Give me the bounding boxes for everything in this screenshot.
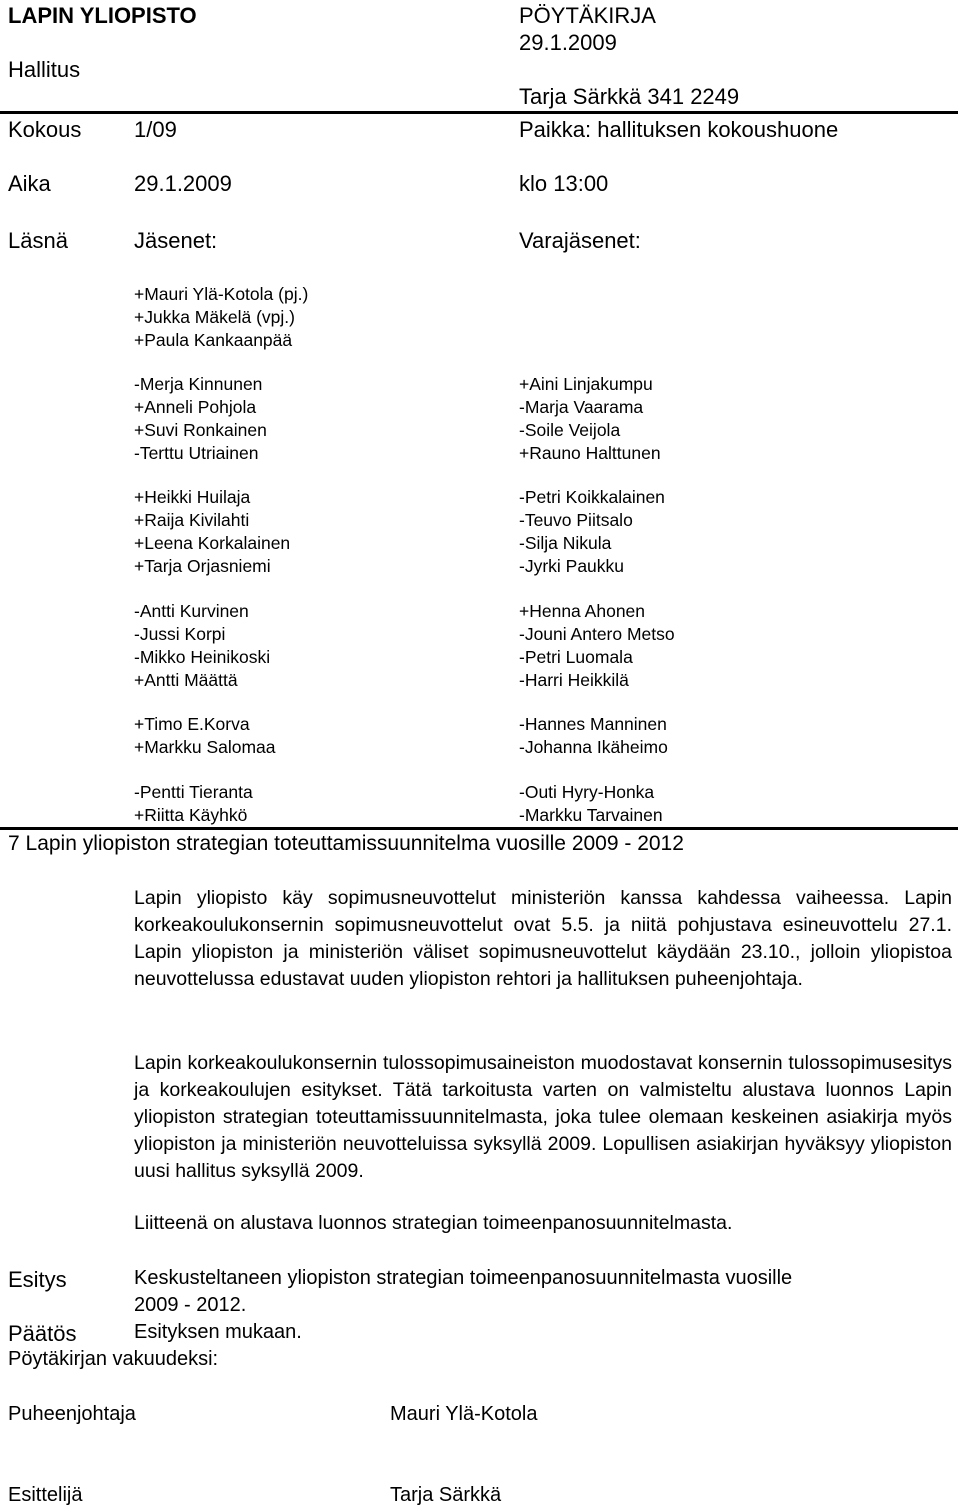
member-name: -Terttu Utriainen: [134, 443, 259, 463]
member-name: +Riitta Käyhkö: [134, 805, 248, 825]
meeting-date: 29.1.2009: [134, 171, 232, 196]
meeting-number: 1/09: [134, 117, 177, 142]
deputy-name: -Jouni Antero Metso: [519, 624, 675, 644]
presenter-name: Tarja Särkkä: [390, 1484, 502, 1506]
members-label: Jäsenet:: [134, 228, 218, 253]
member-name: +Raija Kivilahti: [134, 510, 250, 530]
member-name: +Antti Määttä: [134, 670, 238, 690]
deputies-label: Varajäsenet:: [519, 228, 641, 253]
attendee-vice-chair: +Jukka Mäkelä (vpj.): [134, 307, 295, 327]
member-name: +Markku Salomaa: [134, 737, 276, 757]
member-name: +Anneli Pohjola: [134, 397, 257, 417]
member-name: +Leena Korkalainen: [134, 533, 291, 553]
attendee-member: +Paula Kankaanpää: [134, 330, 293, 350]
time-label: Aika: [8, 171, 51, 196]
attendance-rule: [0, 827, 958, 830]
proposal-text-line-1: Keskusteltaneen yliopiston strategian toimeenpanosuunnitelmasta vuosille: [134, 1267, 793, 1289]
deputy-name: +Rauno Halttunen: [519, 443, 661, 463]
present-label: Läsnä: [8, 228, 68, 253]
agenda-paragraph-1: Lapin yliopisto käy sopimusneuvottelut ministeriön kanssa kahdessa vaiheessa. Lapin korkeakoulukonsernin sopimusneuvottelut ovat 5.5. ja niitä pohjustava esineuvottelu 27.1. Lapin yliopiston ja ministeriön väliset sopimusneuvottelut käydään 23.10., jolloin yliopistoa neuvottelussa edustavat uuden yliopiston rehtori ja hallituksen puheenjohtaja.: [134, 887, 952, 990]
member-name: +Heikki Huilaja: [134, 487, 251, 507]
presenter-label: Esittelijä: [8, 1484, 83, 1506]
member-name: -Jussi Korpi: [134, 624, 226, 644]
deputy-name: -Petri Koikkalainen: [519, 487, 665, 507]
document-type: PÖYTÄKIRJA: [519, 3, 656, 28]
member-name: +Timo E.Korva: [134, 714, 250, 734]
deputy-name: -Markku Tarvainen: [519, 805, 663, 825]
member-name: -Pentti Tieranta: [134, 782, 253, 802]
chair-label: Puheenjohtaja: [8, 1403, 136, 1425]
governing-body: Hallitus: [8, 57, 81, 82]
meeting-time: klo 13:00: [519, 171, 609, 196]
header-rule: [0, 111, 958, 114]
deputy-name: -Soile Veijola: [519, 420, 621, 440]
proposal-text-line-2: 2009 - 2012.: [134, 1294, 247, 1316]
document-date: 29.1.2009: [519, 30, 617, 55]
deputy-name: -Marja Vaarama: [519, 397, 644, 417]
deputy-name: -Petri Luomala: [519, 647, 633, 667]
member-name: -Mikko Heinikoski: [134, 647, 271, 667]
agenda-paragraph-2: Lapin korkeakoulukonsernin tulossopimusaineiston muodostavat konsernin tulossopimusesitys ja korkeakoulujen esitykset. Tätä tarkoitusta varten on valmisteltu alustava luonnos Lapin yliopiston strategian toteuttamissuunnitelmasta, joka tulee olemaan keskeinen asiakirja myös yliopiston ja ministeriön neuvotteluissa syksyllä 2009. Lopullisen asiakirjan hyväksyy yliopiston uusi hallitus syksyllä 2009.: [134, 1052, 952, 1182]
deputy-name: -Teuvo Piitsalo: [519, 510, 633, 530]
agenda-item-title: 7 Lapin yliopiston strategian toteuttamissuunnitelma vuosille 2009 - 2012: [8, 832, 684, 855]
deputy-name: -Silja Nikula: [519, 533, 612, 553]
decision-label: Päätös: [8, 1321, 77, 1346]
org-name: LAPIN YLIOPISTO: [8, 3, 197, 28]
member-name: -Merja Kinnunen: [134, 374, 263, 394]
member-name: +Tarja Orjasniemi: [134, 556, 271, 576]
attendee-chair: +Mauri Ylä-Kotola (pj.): [134, 284, 309, 304]
chair-name: Mauri Ylä-Kotola: [390, 1403, 538, 1425]
decision-text: Esityksen mukaan.: [134, 1321, 302, 1343]
deputy-name: +Henna Ahonen: [519, 601, 646, 621]
deputy-name: +Aini Linjakumpu: [519, 374, 653, 394]
member-name: +Suvi Ronkainen: [134, 420, 267, 440]
deputy-name: -Harri Heikkilä: [519, 670, 629, 690]
proposal-label: Esitys: [8, 1267, 67, 1292]
meeting-place: Paikka: hallituksen kokoushuone: [519, 117, 839, 142]
attachment-note: Liitteenä on alustava luonnos strategian toimeenpanosuunnitelmasta.: [134, 1212, 733, 1234]
signatures-heading: Pöytäkirjan vakuudeksi:: [8, 1348, 219, 1370]
deputy-name: -Johanna Ikäheimo: [519, 737, 668, 757]
member-name: -Antti Kurvinen: [134, 601, 249, 621]
meeting-label: Kokous: [8, 117, 82, 142]
deputy-name: -Hannes Manninen: [519, 714, 667, 734]
deputy-name: -Jyrki Paukku: [519, 556, 625, 576]
deputy-name: -Outi Hyry-Honka: [519, 782, 655, 802]
contact-person: Tarja Särkkä 341 2249: [519, 84, 740, 109]
